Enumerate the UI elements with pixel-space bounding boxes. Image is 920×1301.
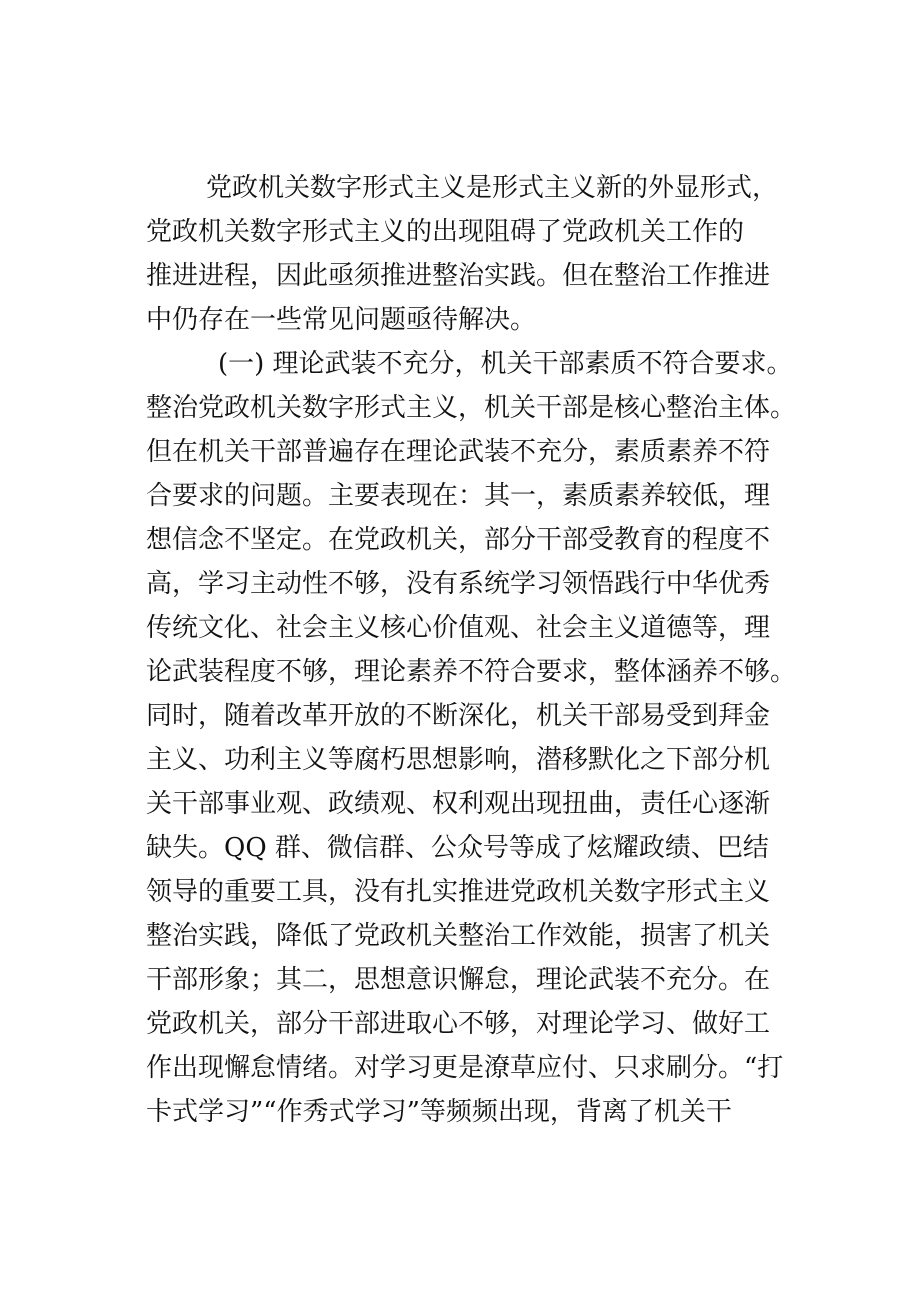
text-line: 整治党政机关数字形式主义，机关干部是核心整治主体。 — [146, 393, 797, 423]
text-line: 中仍存在一些常见问题亟待解决。 — [146, 305, 537, 335]
text-line: 推进进程，因此亟须推进整治实践。但在整治工作推进 — [146, 261, 771, 291]
text-line: 想信念不坚定。在党政机关，部分干部受教育的程度不 — [146, 525, 771, 555]
text-line: 高，学习主动性不够，没有系统学习领悟践行中华优秀 — [146, 569, 771, 599]
text-line: 同时，随着改革开放的不断深化，机关干部易受到拜金 — [146, 701, 771, 731]
text-line: 传统文化、社会主义核心价值观、社会主义道德等，理 — [146, 613, 771, 643]
body-text — [146, 166, 806, 1134]
text-line: 作出现懈怠情绪。对学习更是潦草应付、只求刷分。“打 — [146, 1053, 784, 1083]
text-line: 卡式学习”“作秀式学习”等频频出现，背离了机关干 — [146, 1097, 732, 1127]
text-line: 但在机关干部普遍存在理论武装不充分，素质素养不符 — [146, 437, 771, 467]
text-line: 整治实践，降低了党政机关整治工作效能，损害了机关 — [146, 921, 771, 951]
text-line: 关干部事业观、政绩观、权利观出现扭曲，责任心逐渐 — [146, 789, 771, 819]
text-line: 党政机关，部分干部进取心不够，对理论学习、做好工 — [146, 1009, 771, 1039]
text-line: 干部形象；其二，思想意识懈怠，理论武装不充分。在 — [146, 965, 771, 995]
text-line: 党政机关数字形式主义的出现阻碍了党政机关工作的 — [146, 217, 745, 247]
text-line: 论武装程度不够，理论素养不符合要求，整体涵养不够。 — [146, 657, 797, 687]
text-line: 党政机关数字形式主义是形式主义新的外显形式， — [206, 173, 779, 203]
text-line: 领导的重要工具，没有扎实推进党政机关数字形式主义 — [146, 877, 771, 907]
text-line: 主义、功利主义等腐朽思想影响，潜移默化之下部分机 — [146, 745, 771, 775]
text-line: 缺失。QQ 群、微信群、公众号等成了炫耀政绩、巴结 — [146, 833, 769, 863]
section-heading-line: (一) 理论武装不充分，机关干部素质不符合要求。 — [218, 349, 793, 379]
text-line: 合要求的问题。主要表现在：其一，素质素养较低，理 — [146, 481, 771, 511]
